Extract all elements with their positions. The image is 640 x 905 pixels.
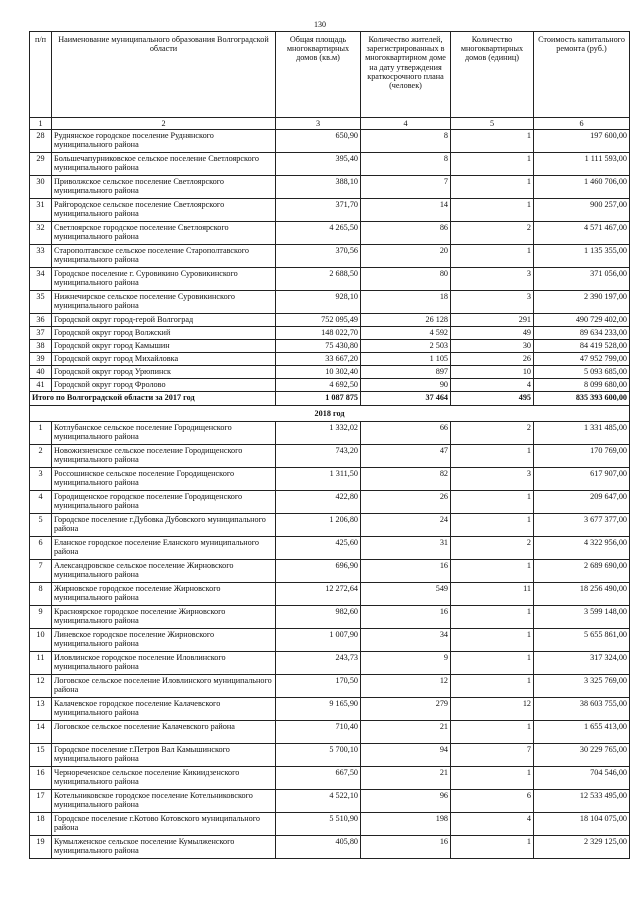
row-number: 8 (30, 583, 52, 606)
municipality-name: Жирновское городское поселение Жирновского муниципального района (52, 583, 276, 606)
row-number: 2 (30, 445, 52, 468)
row-number: 36 (30, 314, 52, 327)
table-row (30, 314, 630, 327)
area-value: 10 302,40 (276, 366, 361, 379)
table-row (30, 379, 630, 392)
table-row (30, 767, 630, 790)
column-index: 1 (30, 118, 52, 130)
residents-value: 16 (361, 836, 451, 859)
municipality-name: Александровское сельское поселение Жирновского муниципального района (52, 560, 276, 583)
table-row (30, 744, 630, 767)
houses-value: 12 (451, 698, 534, 721)
area-value: 405,80 (276, 836, 361, 859)
residents-value: 34 (361, 629, 451, 652)
area-value: 170,50 (276, 675, 361, 698)
area-value: 9 165,90 (276, 698, 361, 721)
area-value: 425,60 (276, 537, 361, 560)
cost-value: 4 322 956,00 (534, 537, 630, 560)
municipality-name: Чернореченское сельское поселение Кикиидзенского муниципального района (52, 767, 276, 790)
residents-value: 24 (361, 514, 451, 537)
houses-value: 3 (451, 468, 534, 491)
table-row (30, 340, 630, 353)
table-row (30, 445, 630, 468)
area-value: 667,50 (276, 767, 361, 790)
total-houses: 495 (451, 392, 534, 406)
cost-value: 1 331 485,00 (534, 422, 630, 445)
residents-value: 90 (361, 379, 451, 392)
row-number: 10 (30, 629, 52, 652)
table-row (30, 291, 630, 314)
table-row (30, 698, 630, 721)
cost-value: 4 571 467,00 (534, 222, 630, 245)
row-number: 19 (30, 836, 52, 859)
residents-value: 7 (361, 176, 451, 199)
municipality-name: Логовское сельское поселение Калачевского района (52, 721, 276, 744)
table-row (30, 268, 630, 291)
area-value: 5 700,10 (276, 744, 361, 767)
municipality-name: Линевское городское поселение Жирновского муниципального района (52, 629, 276, 652)
table-row (30, 153, 630, 176)
area-value: 395,40 (276, 153, 361, 176)
table-row (30, 353, 630, 366)
cost-value: 170 769,00 (534, 445, 630, 468)
area-value: 33 667,20 (276, 353, 361, 366)
row-number: 38 (30, 340, 52, 353)
municipality-name: Городской округ город Камышин (52, 340, 276, 353)
houses-value: 2 (451, 537, 534, 560)
municipality-name: Городское поселение г. Суровикино Суровикинского муниципального района (52, 268, 276, 291)
houses-value: 291 (451, 314, 534, 327)
houses-value: 49 (451, 327, 534, 340)
municipality-name: Красноярское городское поселение Жирновского муниципального района (52, 606, 276, 629)
residents-value: 26 128 (361, 314, 451, 327)
table-row (30, 176, 630, 199)
municipality-name: Городской округ город Урюпинск (52, 366, 276, 379)
row-number: 1 (30, 422, 52, 445)
row-number: 34 (30, 268, 52, 291)
table-row (30, 537, 630, 560)
municipality-name: Городское поселение г.Дубовка Дубовского муниципального района (52, 514, 276, 537)
table-row (30, 199, 630, 222)
municipality-name: Городской округ город Волжский (52, 327, 276, 340)
column-index: 4 (361, 118, 451, 130)
residents-value: 18 (361, 291, 451, 314)
area-value: 243,73 (276, 652, 361, 675)
area-value: 75 430,80 (276, 340, 361, 353)
municipality-name: Котельниковское городское поселение Котельниковского муниципального района (52, 790, 276, 813)
area-value: 4 265,50 (276, 222, 361, 245)
repair-plan-table (29, 31, 630, 859)
area-value: 1 007,90 (276, 629, 361, 652)
municipality-name: Светлоярское городское поселение Светлоярского муниципального района (52, 222, 276, 245)
table-row (30, 491, 630, 514)
rows-2017 (30, 130, 630, 392)
municipality-name: Еланское городское поселение Еланского муниципального района (52, 537, 276, 560)
municipality-name: Городское поселение г.Петров Вал Камышинского муниципального района (52, 744, 276, 767)
municipality-name: Котлубанское сельское поселение Городищенского муниципального района (52, 422, 276, 445)
row-number: 14 (30, 721, 52, 744)
table-row (30, 583, 630, 606)
residents-value: 47 (361, 445, 451, 468)
cost-value: 30 229 765,00 (534, 744, 630, 767)
cost-value: 84 419 528,00 (534, 340, 630, 353)
row-number: 28 (30, 130, 52, 153)
table-row (30, 366, 630, 379)
column-index: 6 (534, 118, 630, 130)
area-value: 371,70 (276, 199, 361, 222)
houses-value: 1 (451, 836, 534, 859)
houses-value: 1 (451, 652, 534, 675)
cost-value: 704 546,00 (534, 767, 630, 790)
houses-value: 26 (451, 353, 534, 366)
residents-value: 279 (361, 698, 451, 721)
area-value: 388,10 (276, 176, 361, 199)
table-row (30, 675, 630, 698)
residents-value: 897 (361, 366, 451, 379)
municipality-name: Руднянское городское поселение Руднянского муниципального района (52, 130, 276, 153)
header-cost: Стоимость капитального ремонта (руб.) (534, 32, 630, 118)
table-row (30, 790, 630, 813)
column-index: 3 (276, 118, 361, 130)
municipality-name: Логовское сельское поселение Иловлинского муниципального района (52, 675, 276, 698)
area-value: 696,90 (276, 560, 361, 583)
header-name: Наименование муниципального образования Волгоградской области (52, 32, 276, 118)
municipality-name: Нижнечирское сельское поселение Суровикинского муниципального района (52, 291, 276, 314)
municipality-name: Городской округ город Фролово (52, 379, 276, 392)
cost-value: 3 325 769,00 (534, 675, 630, 698)
municipality-name: Городской округ город-герой Волгоград (52, 314, 276, 327)
municipality-name: Новожизненское сельское поселение Городищенского муниципального района (52, 445, 276, 468)
area-value: 4 522,10 (276, 790, 361, 813)
houses-value: 1 (451, 199, 534, 222)
houses-value: 7 (451, 744, 534, 767)
page-number: 130 (314, 20, 326, 29)
row-number: 33 (30, 245, 52, 268)
cost-value: 18 104 075,00 (534, 813, 630, 836)
residents-value: 20 (361, 245, 451, 268)
residents-value: 66 (361, 422, 451, 445)
houses-value: 1 (451, 153, 534, 176)
cost-value: 1 135 355,00 (534, 245, 630, 268)
cost-value: 1 655 413,00 (534, 721, 630, 744)
municipality-name: Большечапурниковское сельское поселение Светлоярского муниципального района (52, 153, 276, 176)
residents-value: 14 (361, 199, 451, 222)
houses-value: 1 (451, 245, 534, 268)
row-number: 3 (30, 468, 52, 491)
houses-value: 1 (451, 721, 534, 744)
cost-value: 1 111 593,00 (534, 153, 630, 176)
cost-value: 1 460 706,00 (534, 176, 630, 199)
row-number: 5 (30, 514, 52, 537)
cost-value: 2 390 197,00 (534, 291, 630, 314)
cost-value: 317 324,00 (534, 652, 630, 675)
residents-value: 31 (361, 537, 451, 560)
year-2018-label: 2018 год (30, 406, 630, 422)
row-number: 32 (30, 222, 52, 245)
municipality-name: Городищенское городское поселение Городищенского муниципального района (52, 491, 276, 514)
table-row (30, 813, 630, 836)
cost-value: 371 056,00 (534, 268, 630, 291)
residents-value: 8 (361, 130, 451, 153)
row-number: 41 (30, 379, 52, 392)
houses-value: 1 (451, 560, 534, 583)
row-number: 31 (30, 199, 52, 222)
row-number: 11 (30, 652, 52, 675)
houses-value: 2 (451, 222, 534, 245)
cost-value: 47 952 799,00 (534, 353, 630, 366)
year-2018-row (30, 406, 630, 422)
cost-value: 617 907,00 (534, 468, 630, 491)
residents-value: 21 (361, 721, 451, 744)
area-value: 4 692,50 (276, 379, 361, 392)
houses-value: 1 (451, 130, 534, 153)
residents-value: 16 (361, 606, 451, 629)
row-number: 4 (30, 491, 52, 514)
houses-value: 1 (451, 176, 534, 199)
area-value: 370,56 (276, 245, 361, 268)
area-value: 422,80 (276, 491, 361, 514)
houses-value: 6 (451, 790, 534, 813)
total-label: Итого по Волгоградской области за 2017 год (30, 392, 276, 406)
municipality-name: Старополтавское сельское поселение Старополтавского муниципального района (52, 245, 276, 268)
table-row (30, 422, 630, 445)
area-value: 2 688,50 (276, 268, 361, 291)
residents-value: 4 592 (361, 327, 451, 340)
cost-value: 3 599 148,00 (534, 606, 630, 629)
houses-value: 3 (451, 268, 534, 291)
cost-value: 197 600,00 (534, 130, 630, 153)
table-row (30, 652, 630, 675)
municipality-name: Городское поселение г.Котово Котовского муниципального района (52, 813, 276, 836)
cost-value: 18 256 490,00 (534, 583, 630, 606)
total-cost: 835 393 600,00 (534, 392, 630, 406)
houses-value: 4 (451, 813, 534, 836)
row-number: 13 (30, 698, 52, 721)
column-index: 5 (451, 118, 534, 130)
table-row (30, 560, 630, 583)
area-value: 752 095,49 (276, 314, 361, 327)
header-num: п/п (30, 32, 52, 118)
houses-value: 1 (451, 445, 534, 468)
row-number: 12 (30, 675, 52, 698)
table-row (30, 606, 630, 629)
header-row (30, 32, 630, 118)
cost-value: 2 329 125,00 (534, 836, 630, 859)
residents-value: 12 (361, 675, 451, 698)
row-number: 30 (30, 176, 52, 199)
table-row (30, 721, 630, 744)
rows-2018 (30, 422, 630, 859)
area-value: 1 206,80 (276, 514, 361, 537)
houses-value: 4 (451, 379, 534, 392)
table-row (30, 468, 630, 491)
table-row (30, 629, 630, 652)
column-index: 2 (52, 118, 276, 130)
row-number: 40 (30, 366, 52, 379)
municipality-name: Калачевское городское поселение Калачевского муниципального района (52, 698, 276, 721)
table-row (30, 514, 630, 537)
cost-value: 38 603 755,00 (534, 698, 630, 721)
cost-value: 5 093 685,00 (534, 366, 630, 379)
row-number: 16 (30, 767, 52, 790)
cost-value: 89 634 233,00 (534, 327, 630, 340)
residents-value: 9 (361, 652, 451, 675)
residents-value: 86 (361, 222, 451, 245)
cost-value: 900 257,00 (534, 199, 630, 222)
residents-value: 26 (361, 491, 451, 514)
municipality-name: Приволжское сельское поселение Светлоярского муниципального района (52, 176, 276, 199)
cost-value: 8 099 680,00 (534, 379, 630, 392)
houses-value: 1 (451, 491, 534, 514)
row-number: 7 (30, 560, 52, 583)
total-area: 1 087 875 (276, 392, 361, 406)
residents-value: 21 (361, 767, 451, 790)
row-number: 9 (30, 606, 52, 629)
row-number: 6 (30, 537, 52, 560)
residents-value: 2 503 (361, 340, 451, 353)
area-value: 5 510,90 (276, 813, 361, 836)
houses-value: 2 (451, 422, 534, 445)
municipality-name: Кумылженское сельское поселение Кумылженского муниципального района (52, 836, 276, 859)
cost-value: 5 655 861,00 (534, 629, 630, 652)
area-value: 982,60 (276, 606, 361, 629)
table-row (30, 836, 630, 859)
houses-value: 10 (451, 366, 534, 379)
area-value: 710,40 (276, 721, 361, 744)
header-residents: Количество жителей, зарегистрированных в многоквартирном доме на дату утверждения краткосрочного плана (человек) (361, 32, 451, 118)
municipality-name: Россошинское сельское поселение Городищенского муниципального района (52, 468, 276, 491)
cost-value: 2 689 690,00 (534, 560, 630, 583)
houses-value: 1 (451, 767, 534, 790)
total-2017-section (30, 392, 630, 422)
table-row (30, 245, 630, 268)
municipality-name: Иловлинское городское поселение Иловлинского муниципального района (52, 652, 276, 675)
residents-value: 1 105 (361, 353, 451, 366)
total-row-2017 (30, 392, 630, 406)
header-area: Общая площадь многоквартирных домов (кв.м) (276, 32, 361, 118)
residents-value: 16 (361, 560, 451, 583)
row-number: 35 (30, 291, 52, 314)
houses-value: 1 (451, 675, 534, 698)
area-value: 743,20 (276, 445, 361, 468)
row-number: 17 (30, 790, 52, 813)
residents-value: 198 (361, 813, 451, 836)
table-row (30, 222, 630, 245)
houses-value: 1 (451, 606, 534, 629)
cost-value: 209 647,00 (534, 491, 630, 514)
houses-value: 1 (451, 629, 534, 652)
cost-value: 3 677 377,00 (534, 514, 630, 537)
area-value: 1 311,50 (276, 468, 361, 491)
municipality-name: Райгородское сельское поселение Светлоярского муниципального района (52, 199, 276, 222)
residents-value: 94 (361, 744, 451, 767)
area-value: 928,10 (276, 291, 361, 314)
area-value: 650,90 (276, 130, 361, 153)
houses-value: 11 (451, 583, 534, 606)
residents-value: 82 (361, 468, 451, 491)
residents-value: 8 (361, 153, 451, 176)
table-row (30, 130, 630, 153)
row-number: 18 (30, 813, 52, 836)
area-value: 148 022,70 (276, 327, 361, 340)
area-value: 1 332,02 (276, 422, 361, 445)
residents-value: 80 (361, 268, 451, 291)
column-index-row (30, 118, 630, 130)
municipality-name: Городской округ город Михайловка (52, 353, 276, 366)
area-value: 12 272,64 (276, 583, 361, 606)
residents-value: 96 (361, 790, 451, 813)
total-residents: 37 464 (361, 392, 451, 406)
row-number: 39 (30, 353, 52, 366)
row-number: 15 (30, 744, 52, 767)
cost-value: 12 533 495,00 (534, 790, 630, 813)
residents-value: 549 (361, 583, 451, 606)
table-row (30, 327, 630, 340)
cost-value: 490 729 402,00 (534, 314, 630, 327)
header-houses: Количество многоквартирных домов (единиц) (451, 32, 534, 118)
row-number: 29 (30, 153, 52, 176)
row-number: 37 (30, 327, 52, 340)
houses-value: 1 (451, 514, 534, 537)
houses-value: 30 (451, 340, 534, 353)
houses-value: 3 (451, 291, 534, 314)
